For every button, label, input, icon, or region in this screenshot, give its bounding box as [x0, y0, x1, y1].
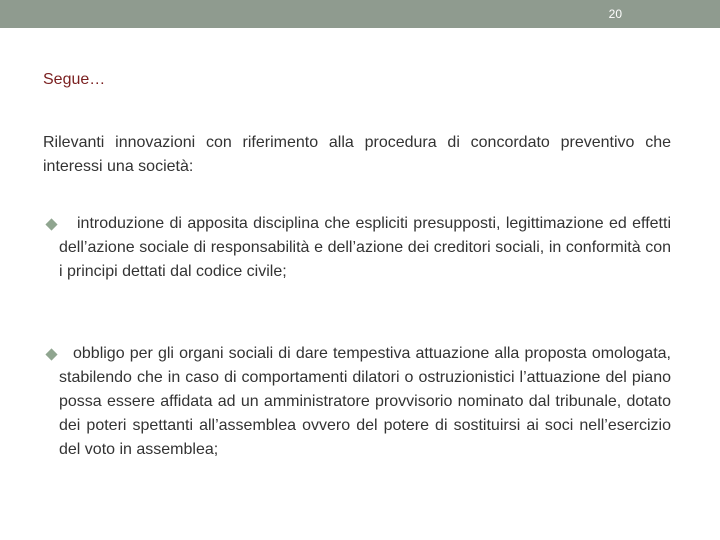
intro-paragraph: Rilevanti innovazioni con riferimento alla procedura di concordato preventivo che interessi una società:	[43, 134, 671, 175]
bullet-item	[43, 212, 671, 284]
bullet-text: introduzione di apposita disciplina che espliciti presupposti, legittimazione ed effetti dell’azione sociale di responsabilità e dell’azione dei creditori sociali, in conformità con i principi dettati dal codice civile;	[59, 215, 671, 280]
bullet-item	[43, 342, 671, 462]
page-number: 20	[608, 7, 622, 21]
bullet-text: obbligo per gli organi sociali di dare tempestiva attuazione alla proposta omologata, stabilendo che in caso di comportamenti dilatori o ostruzionistici l’attuazione del piano possa essere affidata ad un amministratore provvisorio nominato dal tribunale, dotato dei poteri spettanti all’assemblea ovvero del potere di sostituirsi ai soci nell’esercizio del voto in assemblea;	[59, 345, 671, 458]
slide-subtitle: Segue…	[43, 71, 106, 88]
top-bar	[0, 0, 720, 28]
